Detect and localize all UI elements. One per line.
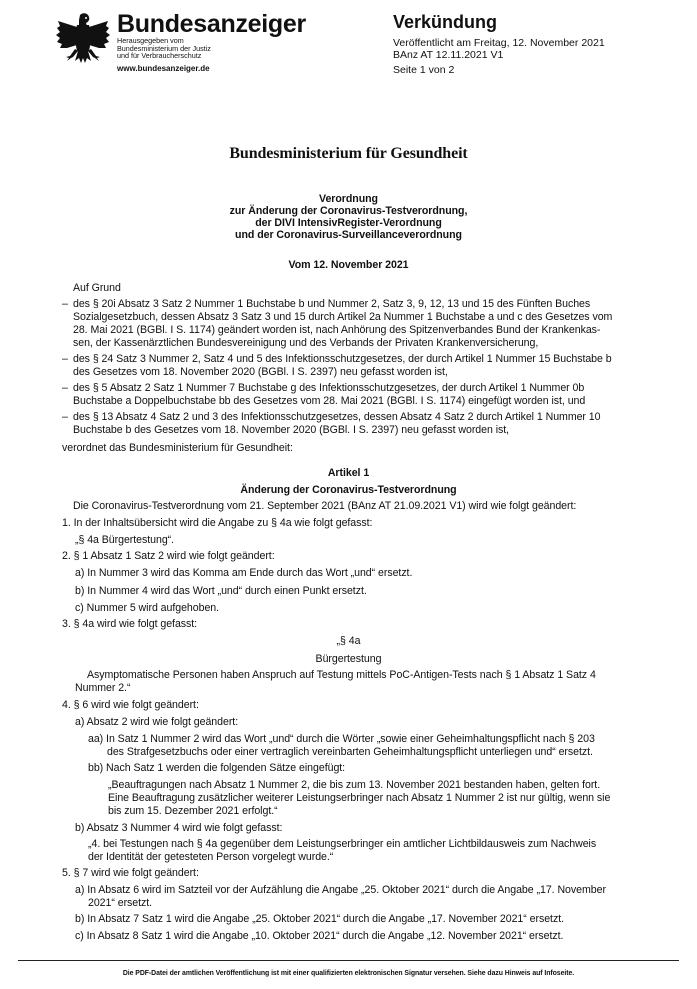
- item-2c: c) Nummer 5 wird aufgehoben.: [75, 602, 220, 614]
- item-3-paragraph: „§ 4a: [336, 635, 361, 647]
- ordinance-title-line: Verordnung: [319, 193, 378, 205]
- ordinance-title-line: und der Coronavirus-Surveillanceverordnung: [235, 229, 462, 241]
- preamble-intro: Auf Grund: [73, 282, 121, 294]
- preamble-line: des Gesetzes vom 18. November 2020 (BGBl. I S. 2397) neu gefasst worden ist,: [73, 366, 448, 378]
- publisher-line: Bundesministerium der Justiz: [117, 43, 211, 53]
- item-3: 3. § 4a wird wie folgt gefasst:: [62, 618, 198, 630]
- preamble-line: des § 20i Absatz 3 Satz 2 Nummer 1 Buchstabe b und Nummer 2, Satz 3, 9, 12, 13 und 15 des Fünften Buches: [73, 298, 591, 310]
- item-4a-bb-quote: „Beauftragungen nach Absatz 1 Nummer 2, die bis zum 13. November 2021 bestanden haben, gelten fort.: [108, 779, 601, 791]
- item-4a-aa: aa) In Satz 1 Nummer 2 wird das Wort „und“ durch die Wörter „sowie einer Geheimhaltungspflicht nach § 203: [88, 733, 595, 745]
- banz-reference: BAnz AT 12.11.2021 V1: [393, 49, 504, 61]
- section-title: Verkündung: [393, 12, 498, 32]
- preamble-line: 28. Mai 2021 (BGBl. I S. 1174) geändert worden ist, nach Anhörung des Spitzenverbandes Bund der Krankenkas-: [73, 324, 601, 336]
- preamble-closing: verordnet das Bundesministerium für Gesundheit:: [62, 442, 293, 454]
- dash-marker: –: [62, 353, 68, 365]
- brand-name: Bundesanzeiger: [117, 10, 306, 38]
- item-4a-bb-quote: bis zum 15. Dezember 2021 erfolgt.“: [108, 805, 278, 817]
- item-3-text: Asymptomatische Personen haben Anspruch auf Testung mittels PoC-Antigen-Tests nach § 1 Absatz 1 Satz 4: [87, 669, 596, 681]
- item-5a: a) In Absatz 6 wird im Satzteil vor der Aufzählung die Angabe „25. Oktober 2021“ durch die Angabe „17. November: [75, 884, 606, 896]
- preamble-line: des § 5 Absatz 2 Satz 1 Nummer 7 Buchstabe g des Infektionsschutzgesetzes, der durch Artikel 1 Nummer 0b: [73, 382, 585, 394]
- article-label: Artikel 1: [327, 467, 370, 479]
- article-title: Änderung der Coronavirus-Testverordnung: [240, 484, 457, 496]
- item-2: 2. § 1 Absatz 1 Satz 2 wird wie folgt geändert:: [62, 550, 275, 562]
- published-date: Veröffentlicht am Freitag, 12. November 2021: [393, 37, 605, 49]
- item-4a-bb-quote: Eine Beauftragung zusätzlicher weiterer Leistungserbringer nach Absatz 1 Nummer 2 ist nur gültig, wenn sie: [108, 792, 611, 804]
- ordinance-title-line: zur Änderung der Coronavirus-Testverordnung,: [229, 205, 468, 217]
- website-link[interactable]: www.bundesanzeiger.de: [117, 64, 210, 73]
- item-4a-aa: des Strafgesetzbuchs oder einer vertraglich vereinbarten Geheimhaltungspflicht unterliegen und“ ersetzt.: [107, 746, 593, 758]
- publisher-line: Herausgegeben vom: [117, 36, 184, 45]
- dash-marker: –: [62, 382, 68, 394]
- item-1-quote: „§ 4a Bürgertestung“.: [75, 534, 175, 546]
- page-indicator: Seite 1 von 2: [393, 64, 455, 76]
- item-4b-quote: der Identität der getesteten Person vorgelegt wurde.“: [88, 851, 334, 863]
- ordinance-title-line: der DIVI IntensivRegister-Verordnung: [255, 217, 442, 229]
- federal-eagle-logo: [55, 11, 111, 71]
- item-5b: b) In Absatz 7 Satz 1 wird die Angabe „25. Oktober 2021“ durch die Angabe „17. November 2021“ ersetzt.: [75, 913, 564, 925]
- preamble-line: Sozialgesetzbuch, dessen Absatz 3 Satz 3 und 15 durch Artikel 2a Nummer 1 Buchstabe a und c des Gesetzes vom: [73, 311, 613, 323]
- footer-divider: [18, 960, 679, 961]
- item-5a: 2021“ ersetzt.: [88, 897, 153, 909]
- item-2b: b) In Nummer 4 wird das Wort „und“ durch einen Punkt ersetzt.: [75, 585, 367, 597]
- preamble-line: des § 24 Satz 3 Nummer 2, Satz 4 und 5 des Infektionsschutzgesetzes, der durch Artikel 1 Nummer 15 Buchstabe b: [73, 353, 612, 365]
- item-4: 4. § 6 wird wie folgt geändert:: [62, 699, 199, 711]
- item-4b: b) Absatz 3 Nummer 4 wird wie folgt gefasst:: [75, 822, 283, 834]
- preamble-line: Buchstabe b des Gesetzes vom 18. November 2020 (BGBl. I S. 2397) neu gefasst worden ist,: [73, 424, 510, 436]
- item-4a-bb: bb) Nach Satz 1 werden die folgenden Sätze eingefügt:: [88, 762, 346, 774]
- dash-marker: –: [62, 411, 68, 423]
- item-4a: a) Absatz 2 wird wie folgt geändert:: [75, 716, 239, 728]
- item-1: 1. In der Inhaltsübersicht wird die Angabe zu § 4a wie folgt gefasst:: [62, 517, 373, 529]
- ordinance-date: Vom 12. November 2021: [288, 259, 409, 271]
- preamble-line: Buchstabe a Doppelbuchstabe bb des Gesetzes vom 28. Mai 2021 (BGBl. I S. 1174) eingefügt worden ist, und: [73, 395, 586, 407]
- preamble-line: sen, der Kassenärztlichen Bundesvereinigung und des Verbands der Privaten Krankenversicherung,: [73, 337, 539, 349]
- preamble-line: des § 13 Absatz 4 Satz 2 und 3 des Infektionsschutzgesetzes, dessen Absatz 4 Satz 2 durch Artikel 1 Nummer 10: [73, 411, 601, 423]
- item-3-heading: Bürgertestung: [315, 653, 382, 665]
- article-intro: Die Coronavirus-Testverordnung vom 21. September 2021 (BAnz AT 21.09.2021 V1) wird wie folgt geändert:: [73, 500, 577, 512]
- item-5c: c) In Absatz 8 Satz 1 wird die Angabe „10. Oktober 2021“ durch die Angabe „12. November 2021“ ersetzt.: [75, 930, 564, 942]
- item-3-text: Nummer 2.“: [75, 682, 131, 694]
- publisher-line: und für Verbraucherschutz: [117, 51, 202, 60]
- item-4b-quote: „4. bei Testungen nach § 4a gegenüber dem Leistungserbringer ein amtlicher Lichtbildausweis zum Nachweis: [88, 838, 597, 850]
- item-5: 5. § 7 wird wie folgt geändert:: [62, 867, 199, 879]
- ministry-heading: Bundesministerium für Gesundheit: [229, 145, 468, 162]
- item-2a: a) In Nummer 3 wird das Komma am Ende durch das Wort „und“ ersetzt.: [75, 567, 413, 579]
- dash-marker: –: [62, 298, 68, 310]
- signature-notice: Die PDF-Datei der amtlichen Veröffentlichung ist mit einer qualifizierten elektronischen Signatur versehen. Siehe dazu Hinweis auf Infoseite.: [122, 970, 575, 977]
